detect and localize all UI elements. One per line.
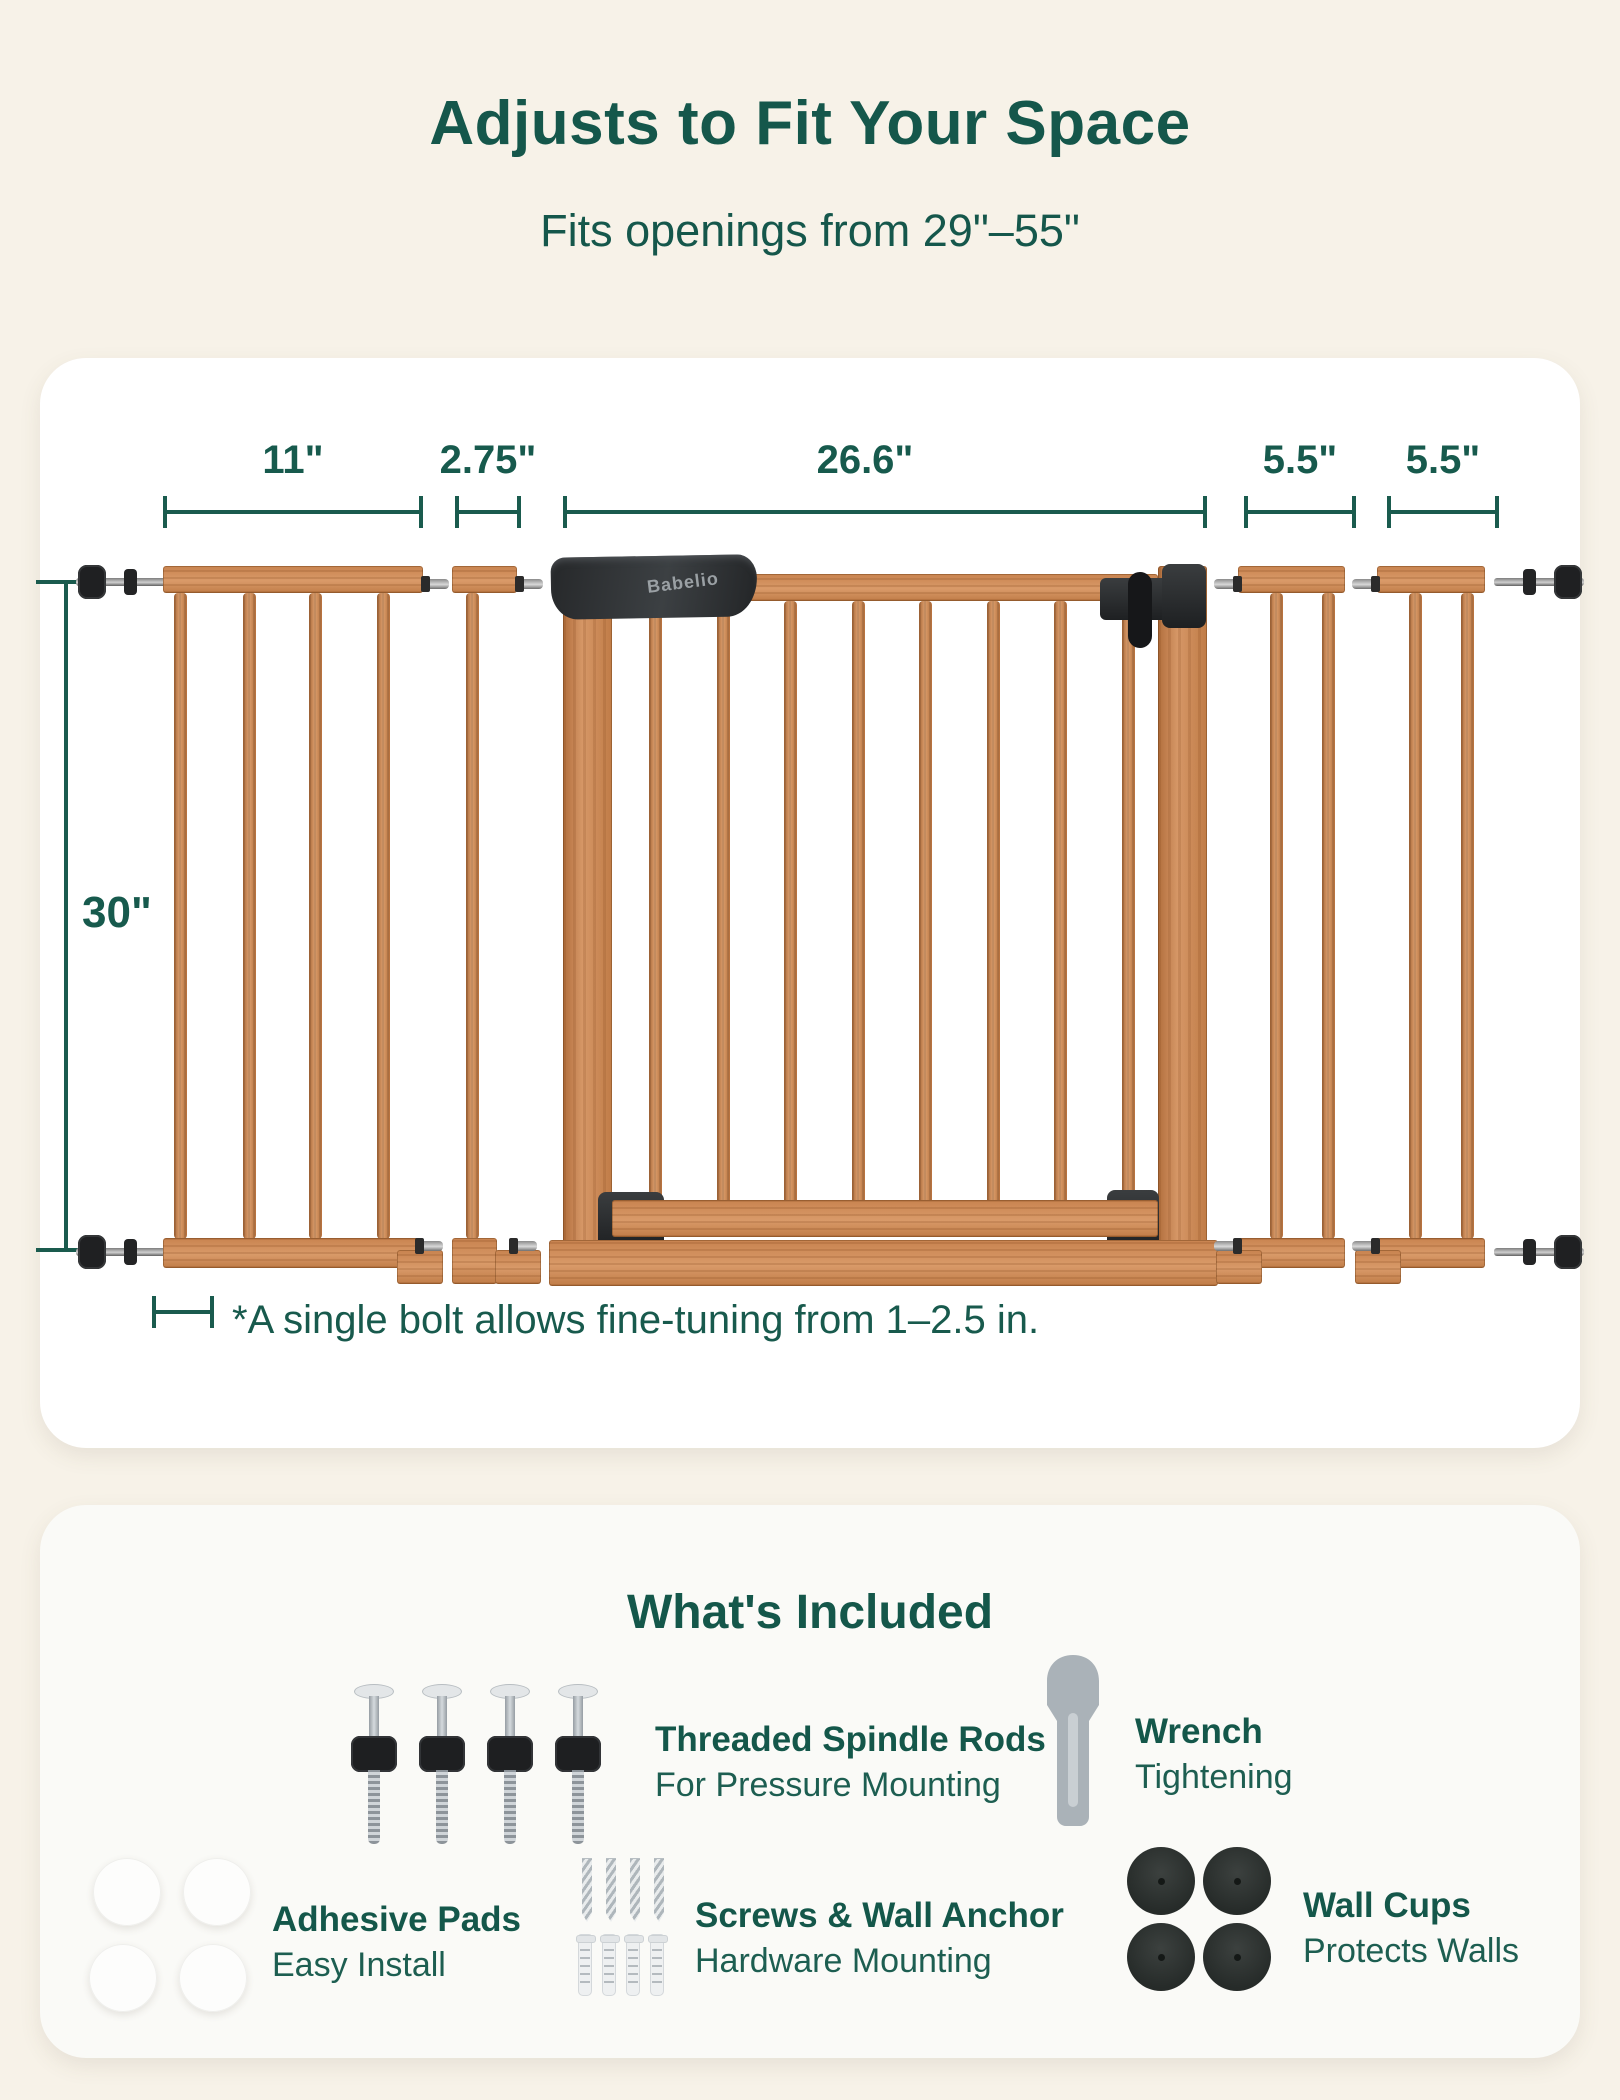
dim-bracket-26-6in <box>563 496 1207 528</box>
wall-cup-icon <box>1127 1847 1195 1915</box>
gate-latch-handle-icon <box>550 554 757 620</box>
item-desc: Tightening <box>1135 1758 1293 1797</box>
item-name: Wrench <box>1135 1712 1263 1751</box>
connector-pin-icon <box>423 579 449 589</box>
spindle-bolt-icon <box>76 1232 166 1272</box>
item-desc: For Pressure Mounting <box>655 1766 1001 1805</box>
brand-logo: Babelio <box>645 568 720 597</box>
page-subtitle: Fits openings from 29"–55" <box>540 205 1080 256</box>
adhesive-pad-icon <box>93 1858 161 1926</box>
wrench-icon <box>1042 1653 1104 1829</box>
fine-tune-note: *A single bolt allows fine-tuning from 1–2.5 in. <box>232 1298 1040 1342</box>
adhesive-pad-icon <box>89 1944 157 2012</box>
wall-cup-icon <box>1127 1923 1195 1991</box>
spindle-rod-icon <box>345 1684 403 1846</box>
item-desc: Protects Walls <box>1303 1932 1520 1971</box>
dim-label-5-5in-a: 5.5" <box>1262 438 1338 482</box>
wall-anchor-icon <box>578 1934 592 1996</box>
connector-pin-icon <box>1214 1241 1240 1251</box>
gate-top-hinge-box-icon <box>1162 564 1206 628</box>
dim-label-26-6in: 26.6" <box>816 438 914 482</box>
included-heading: What's Included <box>626 1586 994 1639</box>
spindle-rod-icon <box>481 1684 539 1846</box>
dim-label-11in: 11" <box>262 438 324 482</box>
dim-line-height <box>64 580 68 1252</box>
item-desc: Hardware Mounting <box>695 1942 992 1981</box>
gate-left-stile <box>563 566 612 1286</box>
dim-label-5-5in-b: 5.5" <box>1405 438 1481 482</box>
wall-anchor-icon <box>602 1934 616 1996</box>
connector-pin-icon <box>517 579 543 589</box>
connector-pin-icon <box>511 1241 537 1251</box>
fine-tune-bracket-icon <box>152 1296 214 1328</box>
spindle-rod-icon <box>549 1684 607 1846</box>
screw-icon <box>630 1858 640 1922</box>
dim-bracket-5-5in-a <box>1244 496 1356 528</box>
page-title: Adjusts to Fit Your Space <box>429 89 1191 158</box>
connector-pin-icon <box>417 1241 443 1251</box>
gate-right-stile <box>1158 566 1207 1286</box>
item-name: Screws & Wall Anchor <box>695 1896 1064 1935</box>
dim-bracket-11in <box>163 496 423 528</box>
item-name: Wall Cups <box>1303 1886 1471 1925</box>
screw-icon <box>654 1858 664 1922</box>
spindle-rod-icon <box>413 1684 471 1846</box>
connector-pin-icon <box>1352 1241 1378 1251</box>
dim-bracket-2-75in <box>455 496 521 528</box>
dim-label-2-75in: 2.75" <box>439 438 537 482</box>
wall-cup-icon <box>1203 1847 1271 1915</box>
connector-pin-icon <box>1214 579 1240 589</box>
spindle-bolt-icon <box>1494 1232 1584 1272</box>
dim-bracket-5-5in-b <box>1387 496 1499 528</box>
screw-icon <box>582 1858 592 1922</box>
item-name: Adhesive Pads <box>272 1900 521 1939</box>
item-name: Threaded Spindle Rods <box>655 1720 1046 1759</box>
adhesive-pad-icon <box>179 1944 247 2012</box>
gate-base-plank <box>549 1240 1218 1286</box>
spindle-bolt-icon <box>76 562 166 602</box>
gate-door-bottom-rail <box>612 1200 1158 1237</box>
dim-label-height: 30" <box>82 888 152 937</box>
wall-cup-icon <box>1203 1923 1271 1991</box>
screw-icon <box>606 1858 616 1922</box>
spindle-bolt-icon <box>1494 562 1584 602</box>
wall-anchor-icon <box>650 1934 664 1996</box>
gate-top-hinge-pin-icon <box>1128 572 1152 648</box>
item-desc: Easy Install <box>272 1946 446 1985</box>
wall-anchor-icon <box>626 1934 640 1996</box>
adhesive-pad-icon <box>183 1858 251 1926</box>
connector-pin-icon <box>1352 579 1378 589</box>
